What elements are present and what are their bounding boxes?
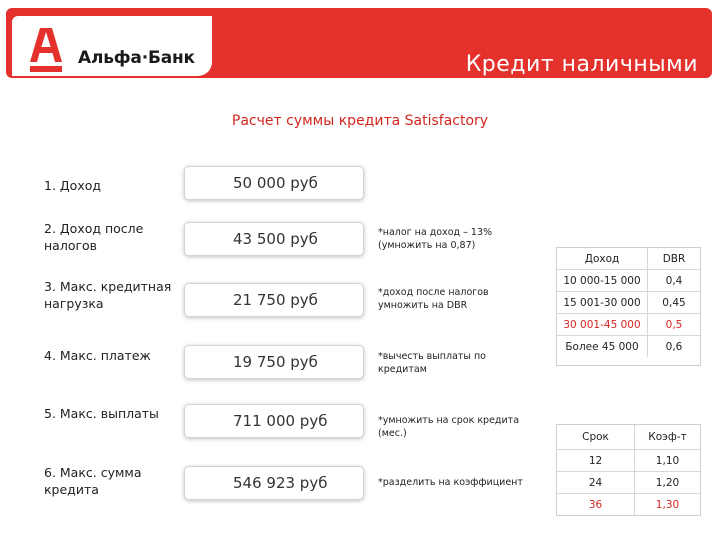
- table-cell: 12: [557, 450, 635, 472]
- table-header-cell: Коэф-т: [635, 425, 701, 450]
- step-label-max-payment: 4. Макс. платеж: [44, 348, 151, 363]
- step-note-max-payouts: *умножить на срок кредита (мес.): [378, 415, 520, 439]
- step-value-max-credit: 546 923 руб: [184, 466, 364, 500]
- step-note-net-income: *налог на доход – 13% (умножить на 0,87): [378, 227, 493, 251]
- step-label-net-income: 2. Доход после налогов: [44, 221, 144, 253]
- table-cell: 36: [588, 498, 603, 511]
- coef-table: [557, 425, 700, 515]
- step-note-max-load: *доход после налогов умножить на DBR: [378, 287, 489, 311]
- table-header-row: [557, 248, 700, 270]
- alfa-logo-icon: [26, 22, 66, 74]
- table-cell: 30 001-45 000: [557, 314, 648, 336]
- table-header-cell: Доход: [557, 248, 648, 270]
- logo-card: [12, 16, 212, 76]
- table-row: [557, 472, 700, 494]
- brand-name: Альфа·Банк: [78, 48, 195, 68]
- table-row: [557, 292, 700, 314]
- table-cell: 0,45: [648, 292, 701, 314]
- coef-table-frame: [556, 424, 701, 516]
- table-cell: 15 001-30 000: [557, 292, 648, 314]
- table-header-cell: Срок: [557, 425, 635, 450]
- table-row-highlighted: [557, 314, 700, 336]
- step-value-max-payouts: 711 000 руб: [184, 404, 364, 438]
- table-cell: Более 45 000: [565, 340, 639, 353]
- step-value-net-income: 43 500 руб: [184, 222, 364, 256]
- table-row: [557, 270, 700, 292]
- table-cell: 24: [557, 472, 635, 494]
- table-row: [557, 450, 700, 472]
- table-header-row: [557, 425, 700, 450]
- table-header-cell: DBR: [648, 248, 701, 270]
- calculation-subtitle: Расчет суммы кредита Satisfactory: [231, 113, 489, 129]
- table-cell: 0,4: [648, 270, 701, 292]
- step-value-max-payment: 19 750 руб: [184, 345, 364, 379]
- table-cell: 1,20: [635, 472, 701, 494]
- dbr-table: [557, 248, 700, 357]
- step-label-income: 1. Доход: [44, 178, 102, 193]
- step-label-max-load: 3. Макс. кредитная нагрузка: [44, 279, 172, 311]
- table-cell: 0,6: [648, 336, 701, 358]
- table-row: [557, 336, 700, 358]
- page-title: Кредит наличными: [465, 52, 698, 77]
- table-row-highlighted: [557, 494, 700, 516]
- table-cell: 1,10: [635, 450, 701, 472]
- step-value-max-load: 21 750 руб: [184, 283, 364, 317]
- dbr-table-frame: [556, 247, 701, 366]
- step-label-max-payouts: 5. Макс. выплаты: [44, 406, 159, 421]
- table-cell: 0,5: [648, 314, 701, 336]
- table-cell: 1,30: [635, 494, 701, 516]
- header-banner: [6, 8, 712, 78]
- step-label-max-credit: 6. Макс. сумма кредита: [44, 465, 142, 497]
- step-note-max-credit: *разделить на коэффициент: [378, 477, 523, 488]
- step-note-max-payment: *вычесть выплаты по кредитам: [378, 351, 486, 375]
- table-cell: 10 000-15 000: [557, 270, 648, 292]
- step-value-income: 50 000 руб: [184, 166, 364, 200]
